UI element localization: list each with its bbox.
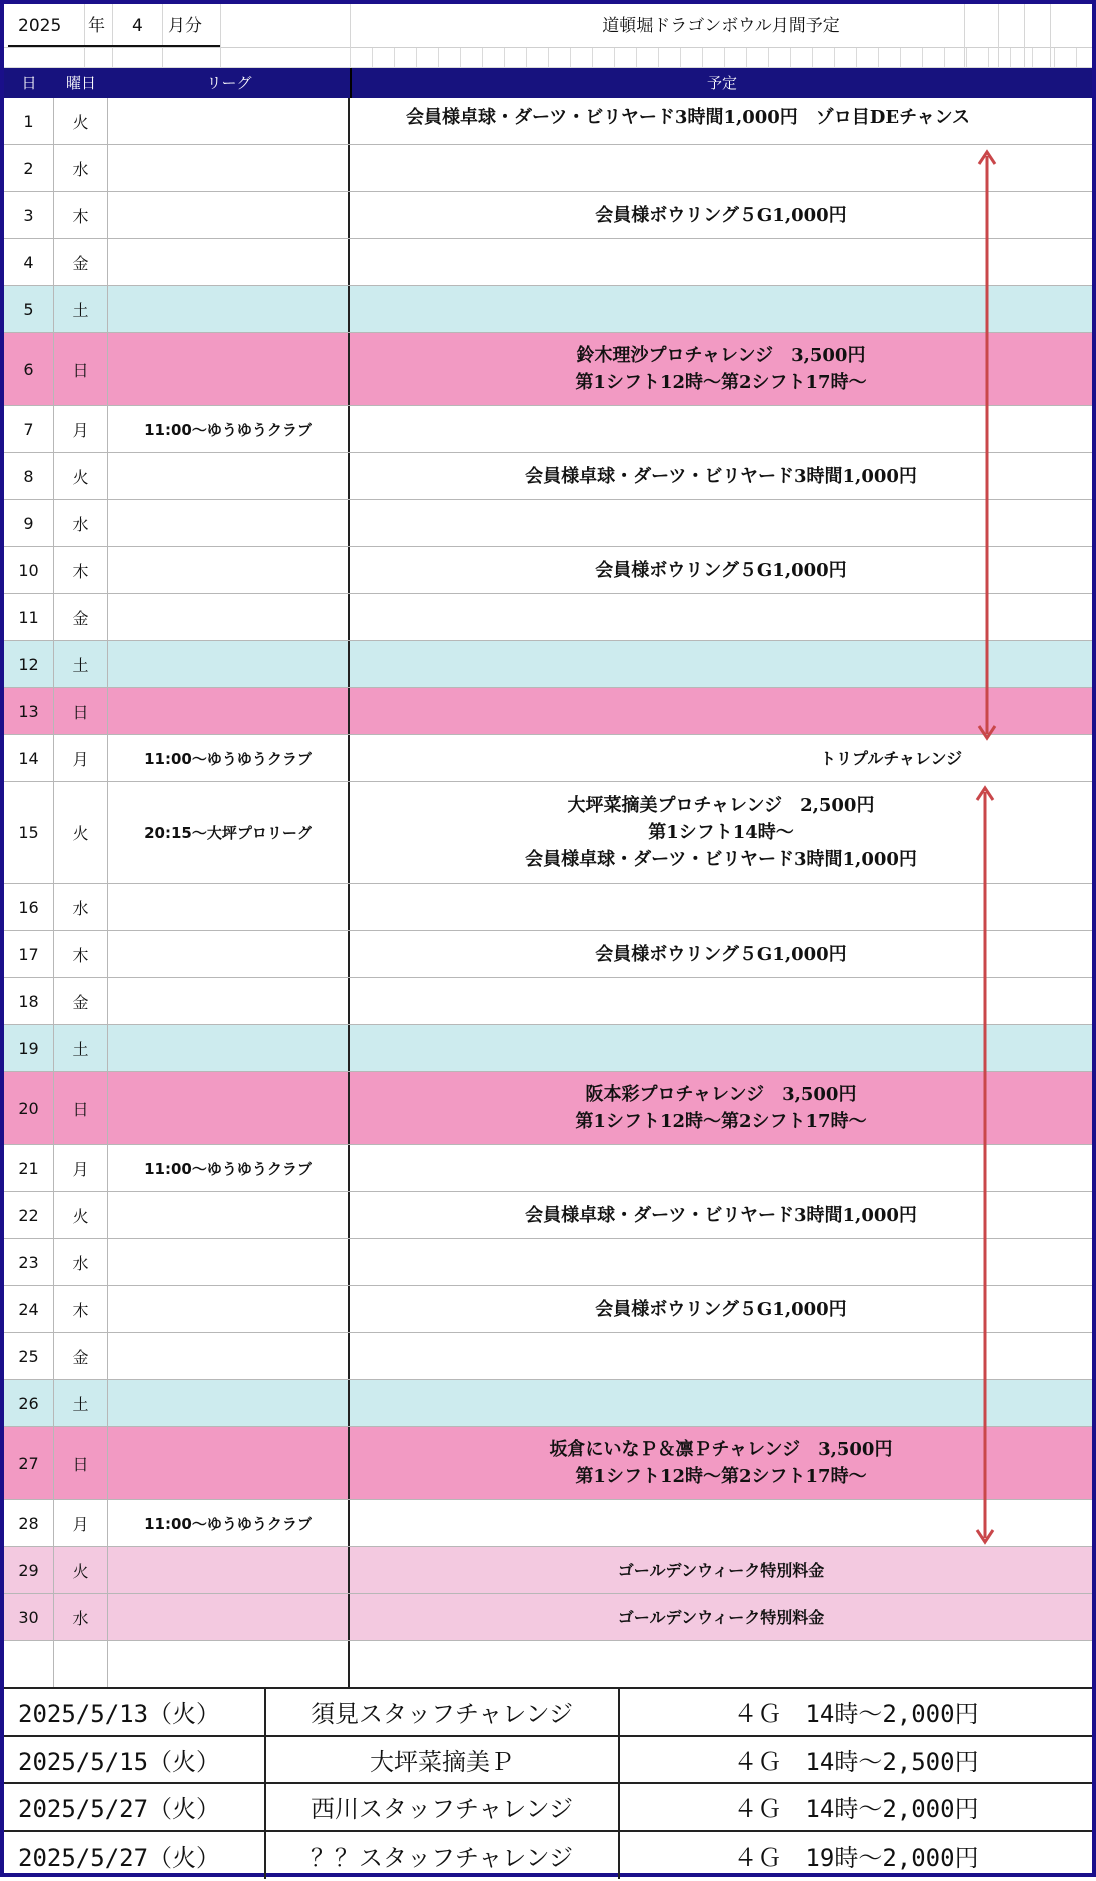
day-number: 26: [4, 1380, 54, 1426]
table-row: [4, 333, 1092, 406]
league-cell: [108, 1286, 350, 1332]
league-cell: [108, 1594, 350, 1640]
weekday: 水: [54, 1594, 108, 1640]
schedule-cell: [350, 1500, 1092, 1546]
schedule-cell: [350, 1145, 1092, 1191]
weekday: 月: [54, 1145, 108, 1191]
table-row: [4, 641, 1092, 688]
weekday: 金: [54, 1333, 108, 1379]
triple-challenge-label: トリプルチャレンジ: [820, 749, 963, 768]
league-cell: 11:00～ゆうゆうクラブ: [108, 406, 350, 452]
day-number: 20: [4, 1072, 54, 1144]
upcoming-price: ４Ｇ 14時～2,500円: [733, 1747, 979, 1776]
league-cell: [108, 1427, 350, 1499]
event-text: 会員様卓球・ダーツ・ビリヤード3時間1,000円: [525, 465, 917, 487]
league-cell: 11:00～ゆうゆうクラブ: [108, 1500, 350, 1546]
schedule-cell: [350, 1072, 1092, 1144]
upcoming-events: [4, 1687, 1092, 1877]
upcoming-event-row: [4, 1737, 1092, 1785]
event-text: 会員様ボウリング５G1,000円: [595, 1298, 847, 1320]
upcoming-event-row: [4, 1832, 1092, 1880]
day-number: 16: [4, 884, 54, 930]
schedule-cell: [350, 453, 1092, 499]
event-text: 鈴木理沙プロチャレンジ 3,500円: [576, 345, 866, 366]
day-number: 6: [4, 333, 54, 405]
schedule-cell: [350, 735, 1092, 781]
table-row: [4, 192, 1092, 239]
schedule-cell: [350, 333, 1092, 405]
schedule-cell: [350, 1239, 1092, 1285]
league-cell: [108, 239, 350, 285]
event-text: 大坪菜摘美プロチャレンジ 2,500円: [567, 795, 875, 816]
weekday: 土: [54, 1380, 108, 1426]
league-cell: [108, 1641, 350, 1687]
league-cell: [108, 500, 350, 546]
weekday: [54, 1641, 108, 1687]
table-row: [4, 1427, 1092, 1500]
header-grid-strip: [4, 48, 1092, 68]
league-cell: 20:15～大坪プロリーグ: [108, 782, 350, 883]
league-cell: [108, 1547, 350, 1593]
day-number: 11: [4, 594, 54, 640]
upcoming-price: ４Ｇ 19時～2,000円: [733, 1843, 979, 1872]
day-number: 28: [4, 1500, 54, 1546]
schedule-cell: [350, 500, 1092, 546]
league-cell: [108, 1025, 350, 1071]
league-cell: [108, 453, 350, 499]
weekday: 月: [54, 1500, 108, 1546]
table-row: [4, 453, 1092, 500]
weekday: 水: [54, 145, 108, 191]
league-cell: [108, 98, 350, 144]
day-number: 27: [4, 1427, 54, 1499]
day-number: 9: [4, 500, 54, 546]
day-number: 8: [4, 453, 54, 499]
schedule-cell: [350, 1594, 1092, 1640]
weekday: 土: [54, 641, 108, 687]
weekday: 土: [54, 1025, 108, 1071]
day-number: 5: [4, 286, 54, 332]
league-cell: [108, 547, 350, 593]
weekday: 金: [54, 239, 108, 285]
league-cell: [108, 1239, 350, 1285]
table-row: [4, 500, 1092, 547]
upcoming-name: 西川スタッフチャレンジ: [264, 1784, 620, 1830]
league-cell: [108, 333, 350, 405]
table-row: [4, 239, 1092, 286]
league-cell: [108, 286, 350, 332]
day-number: [4, 1641, 54, 1687]
weekday: 月: [54, 406, 108, 452]
schedule-cell: [350, 1380, 1092, 1426]
day-number: 18: [4, 978, 54, 1024]
weekday: 日: [54, 1072, 108, 1144]
upcoming-event-row: [4, 1689, 1092, 1737]
weekday: 日: [54, 1427, 108, 1499]
day-number: 29: [4, 1547, 54, 1593]
col-league: リーグ: [206, 74, 252, 92]
upcoming-name: 須見スタッフチャレンジ: [264, 1689, 620, 1735]
schedule-cell: [350, 978, 1092, 1024]
weekday: 火: [54, 782, 108, 883]
schedule-cell: [350, 1547, 1092, 1593]
table-row: [4, 1594, 1092, 1641]
day-number: 30: [4, 1594, 54, 1640]
table-row: [4, 286, 1092, 333]
upcoming-date: 2025/5/27（火）: [18, 1843, 221, 1872]
league-cell: [108, 1333, 350, 1379]
weekday: 月: [54, 735, 108, 781]
day-number: 17: [4, 931, 54, 977]
upcoming-event-row: [4, 1784, 1092, 1832]
weekday: 金: [54, 594, 108, 640]
weekday: 土: [54, 286, 108, 332]
schedule-cell: [350, 688, 1092, 734]
day-number: 10: [4, 547, 54, 593]
league-cell: [108, 145, 350, 191]
weekday: 木: [54, 1286, 108, 1332]
table-row: [4, 594, 1092, 641]
upcoming-price: ４Ｇ 14時～2,000円: [733, 1795, 979, 1824]
upcoming-price: ４Ｇ 14時～2,000円: [733, 1700, 979, 1729]
upcoming-date: 2025/5/27（火）: [18, 1795, 221, 1824]
day-number: 12: [4, 641, 54, 687]
league-cell: [108, 192, 350, 238]
column-header: [4, 68, 1092, 98]
table-row: [4, 1641, 1092, 1688]
day-number: 1: [4, 98, 54, 144]
event-text: 第1シフト12時～第2シフト17時～: [575, 1466, 867, 1487]
table-row: [4, 978, 1092, 1025]
upcoming-name: ？？スタッフチャレンジ: [264, 1832, 620, 1880]
upcoming-date: 2025/5/13（火）: [18, 1700, 221, 1729]
table-row: [4, 1380, 1092, 1427]
table-row: [4, 1333, 1092, 1380]
league-cell: [108, 641, 350, 687]
day-rows: [4, 98, 1092, 1688]
weekday: 水: [54, 884, 108, 930]
weekday: 水: [54, 1239, 108, 1285]
schedule-cell: [350, 1333, 1092, 1379]
day-number: 25: [4, 1333, 54, 1379]
schedule-cell: [350, 145, 1092, 191]
schedule-cell: [350, 641, 1092, 687]
event-text: 会員様卓球・ダーツ・ビリヤード3時間1,000円: [525, 1204, 917, 1226]
event-text: 会員様ボウリング５G1,000円: [595, 559, 847, 581]
weekday: 日: [54, 333, 108, 405]
table-row: [4, 735, 1092, 782]
league-cell: [108, 1072, 350, 1144]
schedule-cell: [350, 1286, 1092, 1332]
table-row: [4, 547, 1092, 594]
event-text: 会員様卓球・ダーツ・ビリヤード3時間1,000円 ゾロ目DEチャンス: [406, 107, 971, 128]
schedule-cell: [350, 239, 1092, 285]
sheet-header: [4, 4, 1092, 48]
event-text: ゴールデンウィーク特別料金: [617, 1560, 825, 1580]
day-number: 19: [4, 1025, 54, 1071]
day-number: 3: [4, 192, 54, 238]
year-value: 2025: [18, 16, 62, 36]
weekday: 火: [54, 1547, 108, 1593]
day-number: 13: [4, 688, 54, 734]
table-row: [4, 98, 1092, 145]
schedule-cell: [350, 884, 1092, 930]
league-cell: [108, 1192, 350, 1238]
weekday: 金: [54, 978, 108, 1024]
weekday: 火: [54, 1192, 108, 1238]
day-number: 23: [4, 1239, 54, 1285]
event-text: 阪本彩プロチャレンジ 3,500円: [585, 1084, 857, 1105]
day-number: 2: [4, 145, 54, 191]
schedule-cell: [350, 1641, 1092, 1687]
league-cell: [108, 884, 350, 930]
header-underline: [8, 45, 220, 47]
event-text: 会員様ボウリング５G1,000円: [595, 943, 847, 965]
weekday: 火: [54, 453, 108, 499]
schedule-cell: [350, 782, 1092, 883]
year-label: 年: [88, 16, 105, 36]
table-row: [4, 145, 1092, 192]
weekday: 火: [54, 98, 108, 144]
event-text: 会員様卓球・ダーツ・ビリヤード3時間1,000円: [525, 849, 917, 870]
table-row: [4, 1025, 1092, 1072]
schedule-cell: [350, 406, 1092, 452]
weekday: 木: [54, 931, 108, 977]
col-schedule: 予定: [350, 68, 1092, 98]
league-cell: [108, 594, 350, 640]
event-text: 会員様ボウリング５G1,000円: [595, 204, 847, 226]
schedule-cell: [350, 286, 1092, 332]
month-value: 4: [132, 16, 143, 36]
day-number: 24: [4, 1286, 54, 1332]
col-weekday: 曜日: [65, 74, 96, 92]
league-cell: 11:00～ゆうゆうクラブ: [108, 1145, 350, 1191]
page-title: 道頓堀ドラゴンボウル月間予定: [602, 16, 840, 36]
table-row: [4, 931, 1092, 978]
event-text: 第1シフト12時～第2シフト17時～: [575, 372, 867, 393]
upcoming-date: 2025/5/15（火）: [18, 1747, 221, 1776]
schedule-cell: [350, 1192, 1092, 1238]
league-cell: [108, 931, 350, 977]
table-row: [4, 1239, 1092, 1286]
upcoming-name: 大坪菜摘美Ｐ: [264, 1737, 620, 1783]
weekday: 木: [54, 547, 108, 593]
league-cell: [108, 688, 350, 734]
event-text: 第1シフト14時～: [648, 822, 794, 843]
league-cell: [108, 1380, 350, 1426]
schedule-cell: [350, 931, 1092, 977]
day-number: 4: [4, 239, 54, 285]
schedule-cell: [350, 192, 1092, 238]
table-row: [4, 1145, 1092, 1192]
schedule-cell: [350, 547, 1092, 593]
table-row: [4, 1286, 1092, 1333]
schedule-cell: [350, 1427, 1092, 1499]
weekday: 日: [54, 688, 108, 734]
table-row: [4, 1500, 1092, 1547]
schedule-cell: [350, 98, 1092, 144]
event-text: 第1シフト12時～第2シフト17時～: [575, 1111, 867, 1132]
day-number: 15: [4, 782, 54, 883]
table-row: [4, 406, 1092, 453]
schedule-cell: [350, 594, 1092, 640]
col-day: 日: [21, 74, 37, 92]
weekday: 水: [54, 500, 108, 546]
table-row: [4, 1547, 1092, 1594]
table-row: [4, 884, 1092, 931]
league-cell: 11:00～ゆうゆうクラブ: [108, 735, 350, 781]
table-row: [4, 688, 1092, 735]
table-row: [4, 782, 1092, 884]
day-number: 22: [4, 1192, 54, 1238]
day-number: 7: [4, 406, 54, 452]
event-text: ゴールデンウィーク特別料金: [617, 1607, 825, 1627]
weekday: 木: [54, 192, 108, 238]
table-row: [4, 1192, 1092, 1239]
month-label: 月分: [168, 16, 202, 36]
day-number: 21: [4, 1145, 54, 1191]
schedule-cell: [350, 1025, 1092, 1071]
day-number: 14: [4, 735, 54, 781]
event-text: 坂倉にいなＰ＆凛Ｐチャレンジ 3,500円: [549, 1439, 893, 1460]
league-cell: [108, 978, 350, 1024]
table-row: [4, 1072, 1092, 1145]
